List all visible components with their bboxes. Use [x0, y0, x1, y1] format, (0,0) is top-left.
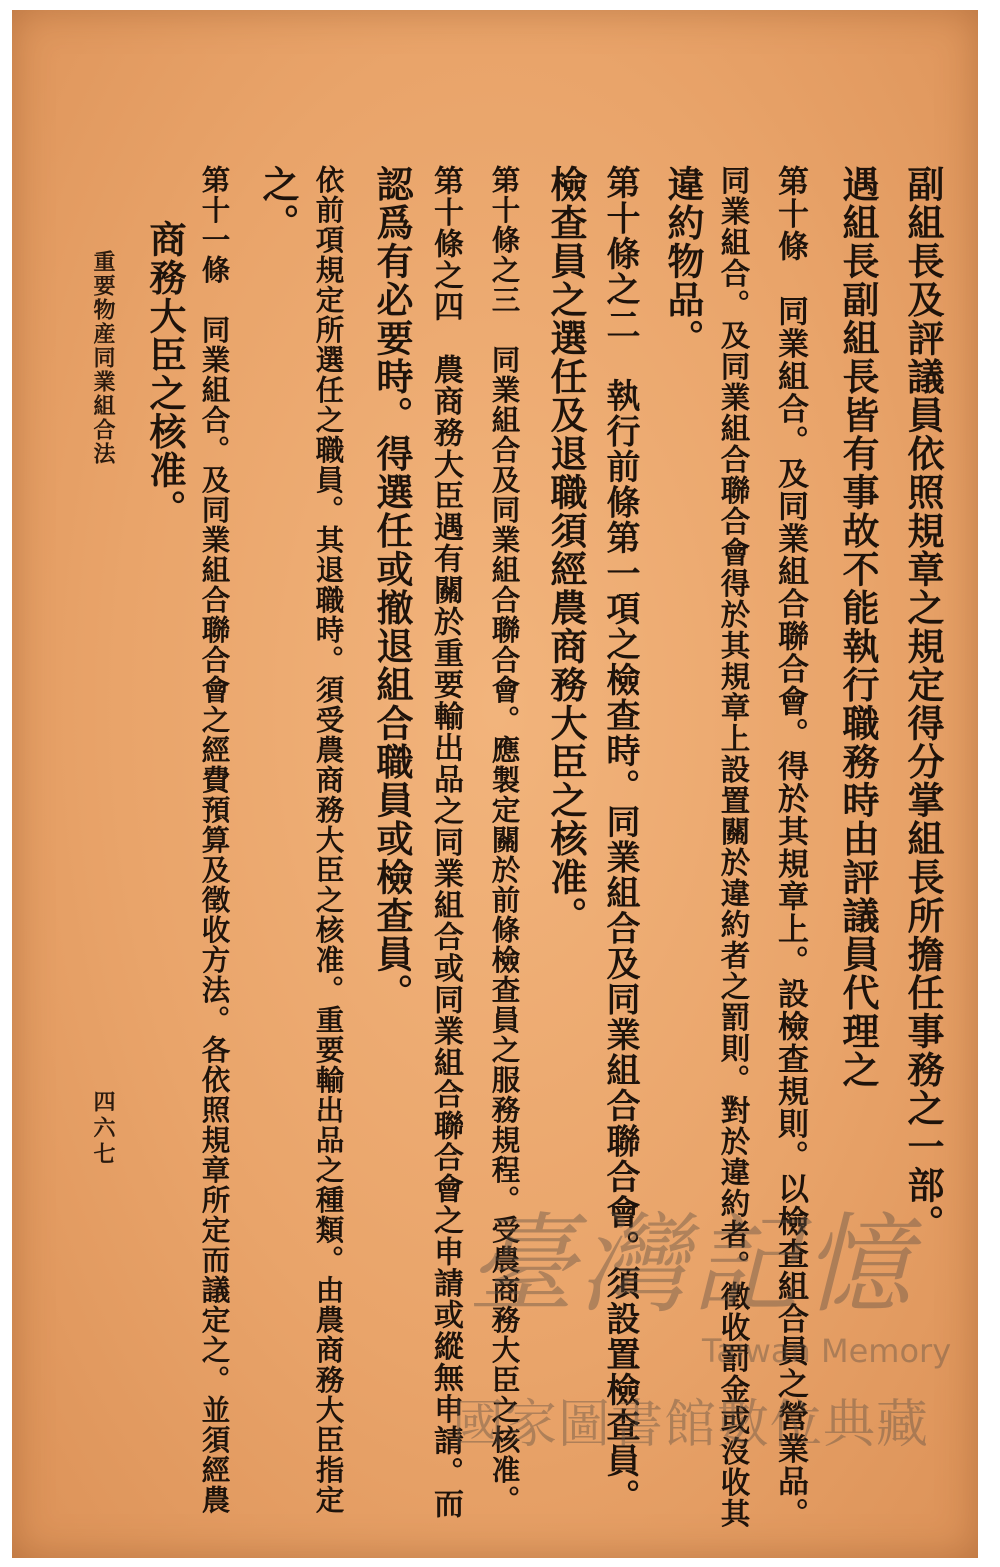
text-column-13: 第十一條 同業組合。及同業組合聯合會之經費預算及徵收方法。各依照規章所定而議定之。並須經農 — [197, 165, 232, 1515]
text-column-7: 檢查員之選任及退職須經農商務大臣之核准。 — [544, 165, 588, 935]
text-column-8: 第十條之三 同業組合及同業組合聯合會。應製定關於前條檢查員之服務規程。受農商務大臣之核准。 — [487, 165, 522, 1515]
document-page — [12, 10, 978, 1558]
watermark-library: 國家圖書館數位典藏 — [452, 1395, 930, 1455]
text-column-10: 認爲有必要時。得選任或撤退組合職員或檢查員。 — [370, 165, 414, 1012]
text-column-11: 依前項規定所選任之職員。其退職時。須受農商務大臣之核准。重要輸出品之種類。由農商務大臣指定 — [311, 165, 346, 1515]
text-column-5: 違約物品。 — [661, 165, 705, 358]
text-column-6: 第十條之二 執行前條第一項之檢查時。同業組合及同業組合聯合會。須設置檢查員。 — [600, 165, 640, 1514]
text-column-1: 副組長及評議員依照規章之規定得分掌組長所擔任事務之一部。 — [901, 165, 945, 1243]
watermark-english: Taiwan Memory — [702, 1332, 952, 1370]
text-column-14: 商務大臣之核准。 — [143, 220, 187, 528]
text-column-12: 之。 — [256, 165, 300, 242]
running-title: 重要物産同業組合法 — [90, 250, 116, 466]
text-column-2: 遇組長副組長皆有事故不能執行職務時由評議員代理之 — [836, 165, 880, 1089]
text-column-4: 同業組合。及同業組合聯合會得於其規章上設置關於違約者之罰則。對於違約者。徵收罰金或沒收其 — [716, 165, 752, 1529]
text-column-3: 第十條 同業組合。及同業組合聯合會。得於其規章上。設檢查規則。以檢查組合員之營業品。 — [772, 165, 808, 1530]
watermark-main: 臺灣記憶 — [467, 1203, 916, 1328]
text-column-9: 第十條之四 農商務大臣遇有關於重要輸出品之同業組合或同業組合聯合會之申請或縱無申請。而 — [428, 165, 463, 1520]
page-number: 四六七 — [90, 1090, 116, 1168]
